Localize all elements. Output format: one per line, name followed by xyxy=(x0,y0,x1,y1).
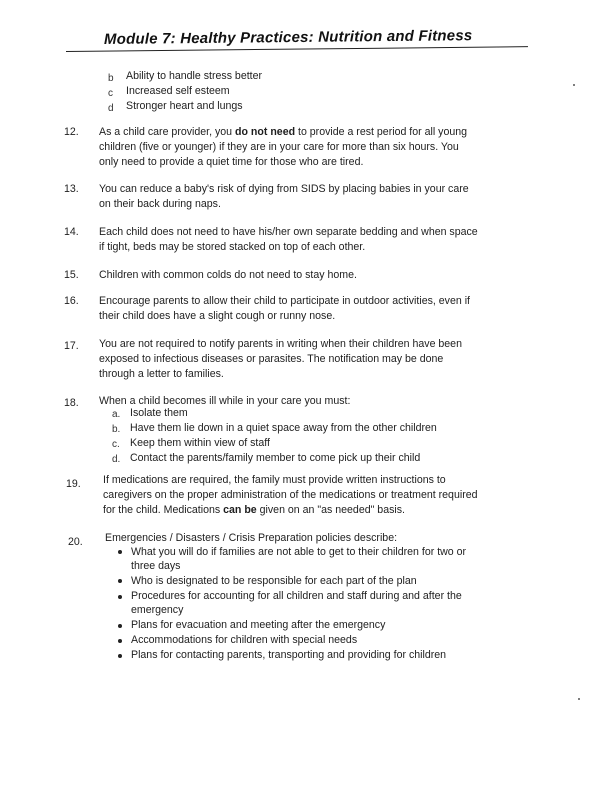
question-16-line-2: their child does have a slight cough or runny nose. xyxy=(99,310,336,322)
policy-bullet-3-line-1: Procedures for accounting for all children and staff during and after the xyxy=(131,590,462,602)
question-14-line-2: if tight, beds may be stored stacked on top of each other. xyxy=(99,241,366,253)
option-d: Contact the parents/family member to come pick up their child xyxy=(130,452,421,464)
question-number-20: 20. xyxy=(68,536,83,548)
question-13-line-2: on their back during naps. xyxy=(99,198,221,210)
question-12-line-2: children (five or younger) if they are in your care for more than six hours. You xyxy=(99,141,459,153)
scan-speck xyxy=(573,84,575,86)
option-c: Keep them within view of staff xyxy=(130,437,270,449)
policy-bullet-3-line-2: emergency xyxy=(131,604,184,616)
option-marker-d: d. xyxy=(112,454,121,465)
option-a: Isolate them xyxy=(130,407,188,419)
policy-bullet-1-line-1: What you will do if families are not able to get to their children for two or xyxy=(131,546,467,558)
question-18-line-1: When a child becomes ill while in your care you must: xyxy=(99,395,351,407)
bullet-dot xyxy=(118,595,122,599)
question-19-line-1: If medications are required, the family must provide written instructions to xyxy=(103,474,446,486)
question-number-19: 19. xyxy=(66,478,81,490)
question-17-line-3: through a letter to families. xyxy=(99,368,224,380)
emphasis-can-be: can be xyxy=(223,504,257,516)
continuation-marker-c: c xyxy=(108,88,113,99)
question-number-17: 17. xyxy=(64,340,79,352)
emphasis-do-not-need: do not need xyxy=(235,126,296,138)
continuation-item: Stronger heart and lungs xyxy=(126,100,243,112)
question-19-line-3: for the child. Medications can be given on an "as needed" basis. xyxy=(103,504,405,516)
question-17-line-2: exposed to infectious diseases or parasites. The notification may be done xyxy=(99,353,444,365)
question-12-line-3: only need to provide a quiet time for those who are tired. xyxy=(99,156,364,168)
question-17-line-1: You are not required to notify parents in writing when their children have been xyxy=(99,338,462,350)
continuation-item: Ability to handle stress better xyxy=(126,70,263,82)
question-13-line-1: You can reduce a baby's risk of dying from SIDS by placing babies in your care xyxy=(99,183,469,195)
question-number-14: 14. xyxy=(64,226,79,238)
option-b: Have them lie down in a quiet space away from the other children xyxy=(130,422,437,434)
bullet-dot xyxy=(118,550,122,554)
bullet-dot xyxy=(118,654,122,658)
question-number-16: 16. xyxy=(64,295,79,307)
continuation-marker-b: b xyxy=(108,73,114,84)
policy-bullet-1-line-2: three days xyxy=(131,560,181,572)
question-20-line-1: Emergencies / Disasters / Crisis Preparation policies describe: xyxy=(105,532,398,544)
policy-bullet-6: Plans for contacting parents, transporting and providing for children xyxy=(131,649,447,661)
question-number-15: 15. xyxy=(64,269,79,281)
question-number-18: 18. xyxy=(64,397,79,409)
question-12-line-1: As a child care provider, you do not need to provide a rest period for all young xyxy=(99,126,468,138)
policy-bullet-4: Plans for evacuation and meeting after the emergency xyxy=(131,619,386,631)
option-marker-b: b. xyxy=(112,424,121,435)
scan-speck xyxy=(578,698,580,700)
question-14-line-1: Each child does not need to have his/her own separate bedding and when space xyxy=(99,226,478,238)
question-number-12: 12. xyxy=(64,126,79,138)
question-19-line-2: caregivers on the proper administration of the medications or treatment required xyxy=(103,489,478,501)
policy-bullet-5: Accommodations for children with special needs xyxy=(131,634,358,646)
bullet-dot xyxy=(118,579,122,583)
page-title: Module 7: Healthy Practices: Nutrition and Fitness xyxy=(103,27,473,48)
option-marker-a: a. xyxy=(112,409,121,420)
question-number-13: 13. xyxy=(64,183,79,195)
policy-bullet-2: Who is designated to be responsible for each part of the plan xyxy=(131,575,417,587)
bullet-dot xyxy=(118,639,122,643)
continuation-item: Increased self esteem xyxy=(126,85,230,97)
bullet-dot xyxy=(118,624,122,628)
question-15-line-1: Children with common colds do not need to stay home. xyxy=(99,269,357,281)
question-16-line-1: Encourage parents to allow their child to participate in outdoor activities, even if xyxy=(99,295,470,307)
option-marker-c: c. xyxy=(112,439,120,450)
continuation-marker-d: d xyxy=(108,103,114,114)
